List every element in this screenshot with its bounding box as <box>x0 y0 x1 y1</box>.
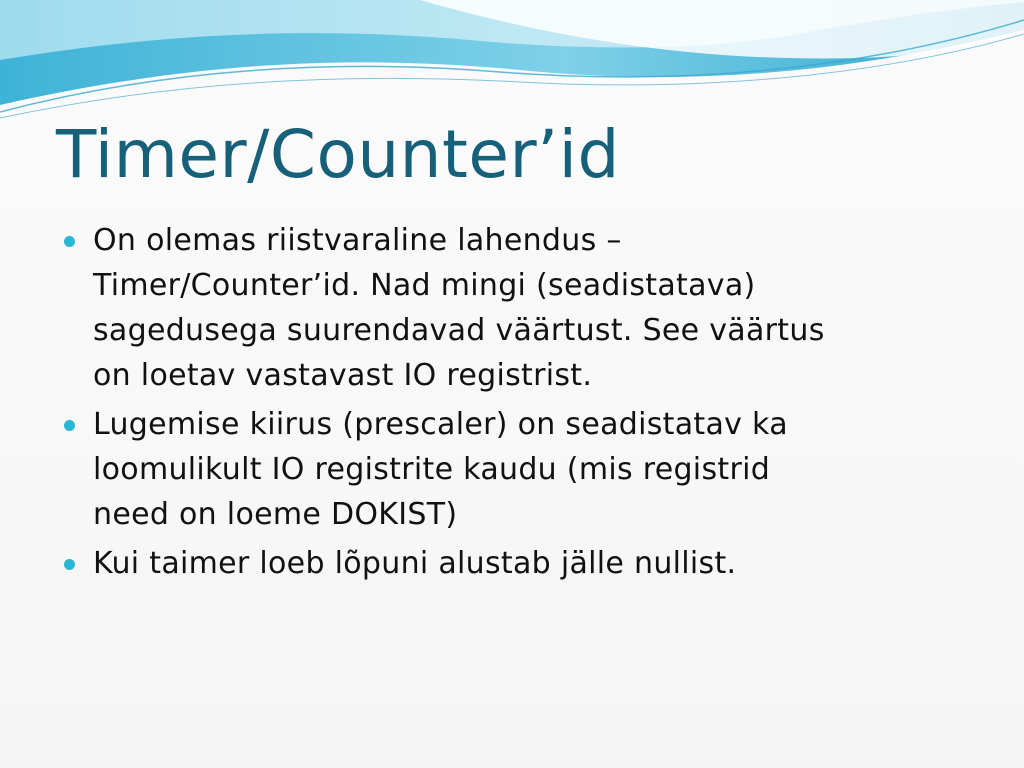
bullet-text: Kui taimer loeb lõpuni alustab jälle nullist. <box>93 546 737 581</box>
bullet-dot-icon <box>64 236 75 247</box>
bullet-list <box>62 218 942 590</box>
bullet-dot-icon <box>64 559 75 570</box>
list-item <box>62 218 942 398</box>
list-item <box>62 402 942 537</box>
bullet-text: On olemas riistvaraline lahendus – Timer/Counter’id. Nad mingi (seadistatava) sagedusega suurendavad väärtust. See väärtus on loetav vastavast IO registrist. <box>93 223 825 393</box>
bullet-text: Lugemise kiirus (prescaler) on seadistatav ka loomulikult IO registrite kaudu (mis registrid need on loeme DOKIST) <box>93 407 788 532</box>
list-item <box>62 541 942 586</box>
slide-title: Timer/Counter’id <box>56 116 620 193</box>
bullet-dot-icon <box>64 420 75 431</box>
